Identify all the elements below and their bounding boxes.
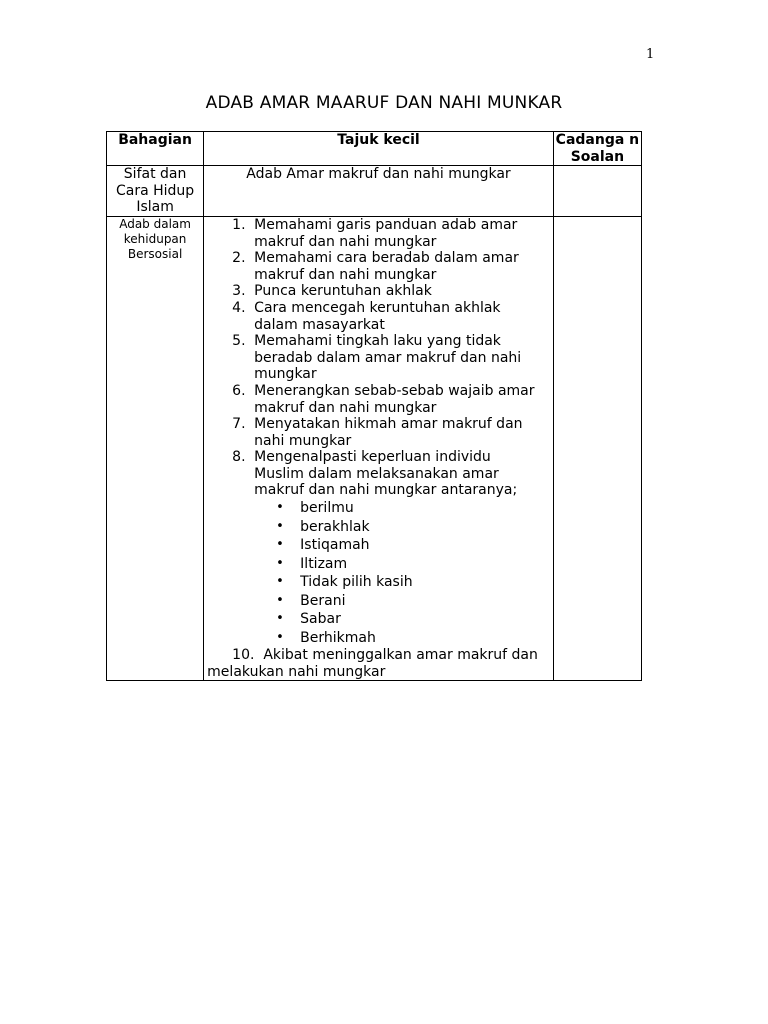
bullet-item: [204, 518, 553, 537]
bullet-icon: •: [276, 629, 284, 645]
topic-list: [204, 217, 553, 499]
bullet-icon: •: [276, 518, 284, 534]
bullet-text: Istiqamah: [300, 537, 370, 554]
list-item-text: Menyatakan hikmah amar makruf dan nahi mungkar: [254, 416, 523, 449]
list-number: 6.: [232, 382, 246, 399]
list-item-text: Cara mencegah keruntuhan akhlak dalam masayarkat: [254, 299, 501, 333]
bullet-text: Berani: [300, 592, 346, 609]
header-tajuk-kecil: Tajuk kecil: [204, 132, 554, 166]
bahagian-cell: Sifat dan Cara Hidup Islam: [107, 166, 204, 217]
bullet-icon: •: [276, 500, 284, 516]
list-number: 4.: [232, 299, 246, 316]
table-row: [107, 216, 642, 680]
list-item: [204, 300, 543, 333]
list-item-text: Mengenalpasti keperluan individu Muslim dalam melaksanakan amar makruf dan nahi mungkar antaranya;: [254, 449, 518, 499]
bullet-icon: •: [276, 574, 284, 590]
content-table: [106, 131, 642, 681]
bullet-text: berakhlak: [300, 518, 370, 535]
list-number: 8.: [232, 449, 246, 466]
list-item: [204, 250, 543, 283]
bullet-text: Tidak pilih kasih: [300, 574, 413, 591]
bullet-item: [204, 592, 553, 611]
document-title: ADAB AMAR MAARUF DAN NAHI MUNKAR: [205, 93, 563, 113]
bullet-icon: •: [276, 611, 284, 627]
list-item: [204, 449, 543, 499]
list-number: 7.: [232, 416, 246, 433]
bullet-text: Berhikmah: [300, 629, 376, 646]
bullet-item: [204, 555, 553, 574]
tajuk-list-cell: [204, 216, 554, 680]
cadangan-cell: [553, 166, 641, 217]
page-number: 1: [646, 47, 655, 62]
tajuk-cell: Adab Amar makruf dan nahi mungkar: [204, 166, 554, 217]
bullet-item: [204, 629, 553, 648]
list-number: 2.: [232, 250, 246, 267]
list-number: 5.: [232, 333, 246, 350]
bullet-item: [204, 499, 553, 518]
list-item: [204, 217, 543, 250]
table-header-row: [107, 132, 642, 166]
list-item-text: Memahami cara beradab dalam amar makruf dan nahi mungkar: [254, 250, 519, 283]
list-number: 1.: [232, 216, 246, 233]
list-item: [204, 283, 543, 300]
list-item-text: Memahami tingkah laku yang tidak beradab dalam amar makruf dan nahi mungkar: [254, 333, 522, 383]
list-item-text: Memahami garis panduan adab amar makruf dan nahi mungkar: [254, 216, 518, 250]
list-item-last: [204, 647, 553, 680]
bullet-icon: •: [276, 555, 284, 571]
list-item: [204, 416, 543, 449]
bullet-icon: •: [276, 537, 284, 553]
bullet-item: [204, 573, 553, 592]
list-item: [204, 333, 543, 383]
bullet-icon: •: [276, 592, 284, 608]
list-number: 3.: [232, 283, 246, 300]
header-cadangan-soalan: Cadanga n Soalan: [553, 132, 641, 166]
list-item: [204, 383, 543, 416]
bullet-item: [204, 610, 553, 629]
list-item-text: Menerangkan sebab-sebab wajaib amar makruf dan nahi mungkar: [254, 382, 535, 416]
cadangan-cell: [553, 216, 641, 680]
bahagian-cell: Adab dalam kehidupan Bersosial: [107, 216, 204, 680]
header-bahagian: Bahagian: [107, 132, 204, 166]
requirement-bullet-list: [204, 499, 553, 647]
list-item-text: Akibat meninggalkan amar makruf dan melakukan nahi mungkar: [207, 647, 538, 680]
list-item-text: Punca keruntuhan akhlak: [254, 283, 432, 300]
table-row: [107, 166, 642, 217]
bullet-item: [204, 536, 553, 555]
bullet-text: berilmu: [300, 500, 354, 517]
bullet-text: Sabar: [300, 611, 341, 628]
bullet-text: Iltizam: [300, 555, 348, 572]
list-number: 10.: [232, 647, 255, 664]
